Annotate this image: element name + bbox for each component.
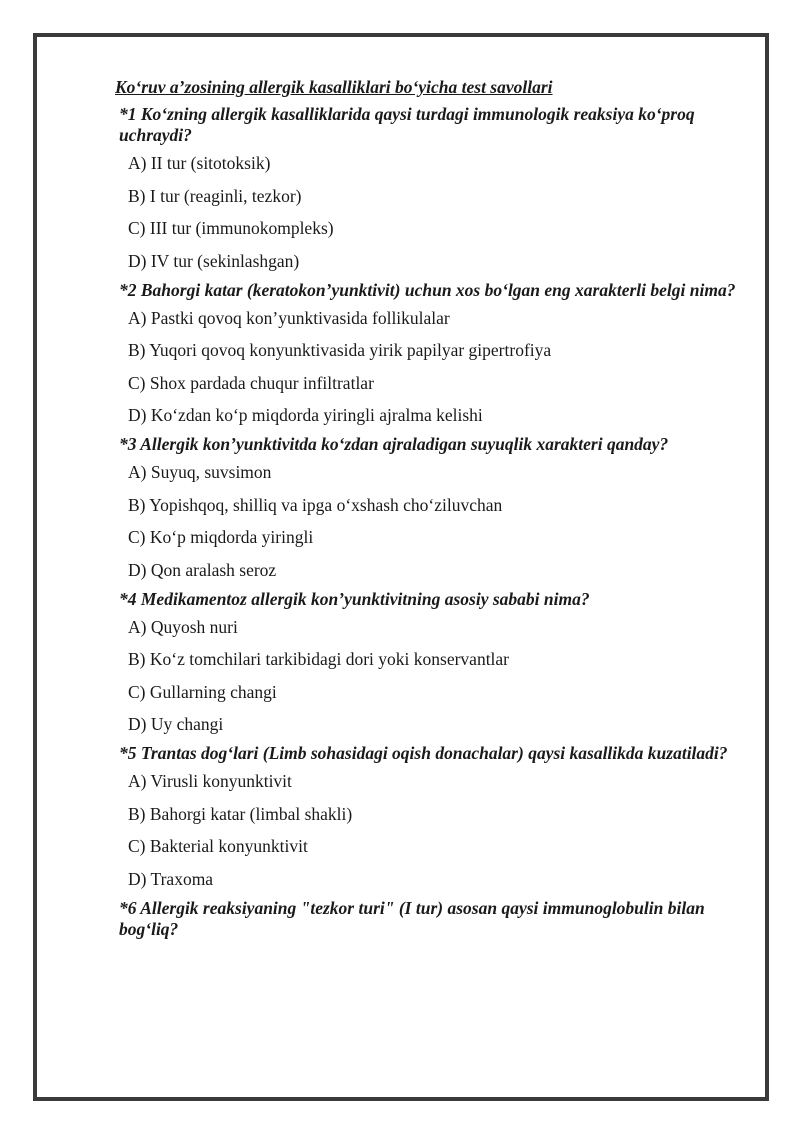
- document-body: [115, 76, 745, 947]
- answer-option: B) Bahorgi katar (limbal shakli): [128, 803, 353, 824]
- answer-option: B) Yopishqoq, shilliq va ipga o‘xshash cho‘ziluvchan: [128, 494, 503, 515]
- document-title: Ko‘ruv a’zosining allergik kasalliklari bo‘yicha test savollari: [115, 77, 553, 97]
- answer-option: C) III tur (immunokompleks): [128, 218, 334, 238]
- question-text: *5 Trantas dog‘lari (Limb sohasidagi oqish donachalar) qaysi kasallikda kuzatiladi?: [119, 743, 728, 763]
- question-block: [115, 898, 745, 940]
- answer-option: A) II tur (sitotoksik): [128, 153, 271, 173]
- answer-option: A) Suyuq, suvsimon: [128, 462, 272, 482]
- question-text: *1 Ko‘zning allergik kasalliklarida qaysi turdagi immunologik reaksiya ko‘proq uchraydi?: [119, 104, 695, 145]
- answer-option: A) Virusli konyunktivit: [128, 771, 292, 791]
- answer-option: D) Uy changi: [128, 714, 224, 734]
- answer-option: C) Gullarning changi: [128, 681, 277, 702]
- answer-option: A) Quyosh nuri: [128, 616, 238, 637]
- question-block: [115, 743, 745, 890]
- answer-option: D) Traxoma: [128, 868, 214, 889]
- answer-option: B) Ko‘z tomchilari tarkibidagi dori yoki konservantlar: [128, 649, 510, 669]
- answer-option: D) Qon aralash seroz: [128, 559, 277, 580]
- answer-option: A) Pastki qovoq kon’yunktivasida follikulalar: [128, 307, 450, 328]
- answer-option: C) Shox pardada chuqur infiltratlar: [128, 372, 374, 393]
- question-block: [115, 589, 745, 736]
- question-block: [115, 434, 745, 581]
- answer-option: C) Bakterial konyunktivit: [128, 836, 308, 856]
- question-text: *4 Medikamentoz allergik kon’yunktivitning asosiy sababi nima?: [119, 588, 590, 609]
- question-text: *3 Allergik kon’yunktivitda ko‘zdan ajraladigan suyuqlik xarakteri qanday?: [119, 434, 669, 454]
- answer-option: D) IV tur (sekinlashgan): [128, 250, 300, 271]
- question-block: [115, 280, 745, 427]
- question-text: *2 Bahorgi katar (keratokon’yunktivit) uchun xos bo‘lgan eng xarakterli belgi nima?: [119, 279, 736, 300]
- question-text: *6 Allergik reaksiyaning "tezkor turi" (I tur) asosan qaysi immunoglobulin bilan bog‘liq?: [119, 897, 705, 939]
- question-block: [115, 104, 745, 272]
- answer-option: B) Yuqori qovoq konyunktivasida yirik papilyar gipertrofiya: [128, 340, 552, 360]
- answer-option: C) Ko‘p miqdorda yiringli: [128, 527, 314, 547]
- answer-option: D) Ko‘zdan ko‘p miqdorda yiringli ajralma kelishi: [128, 405, 483, 425]
- answer-option: B) I tur (reaginli, tezkor): [128, 185, 302, 206]
